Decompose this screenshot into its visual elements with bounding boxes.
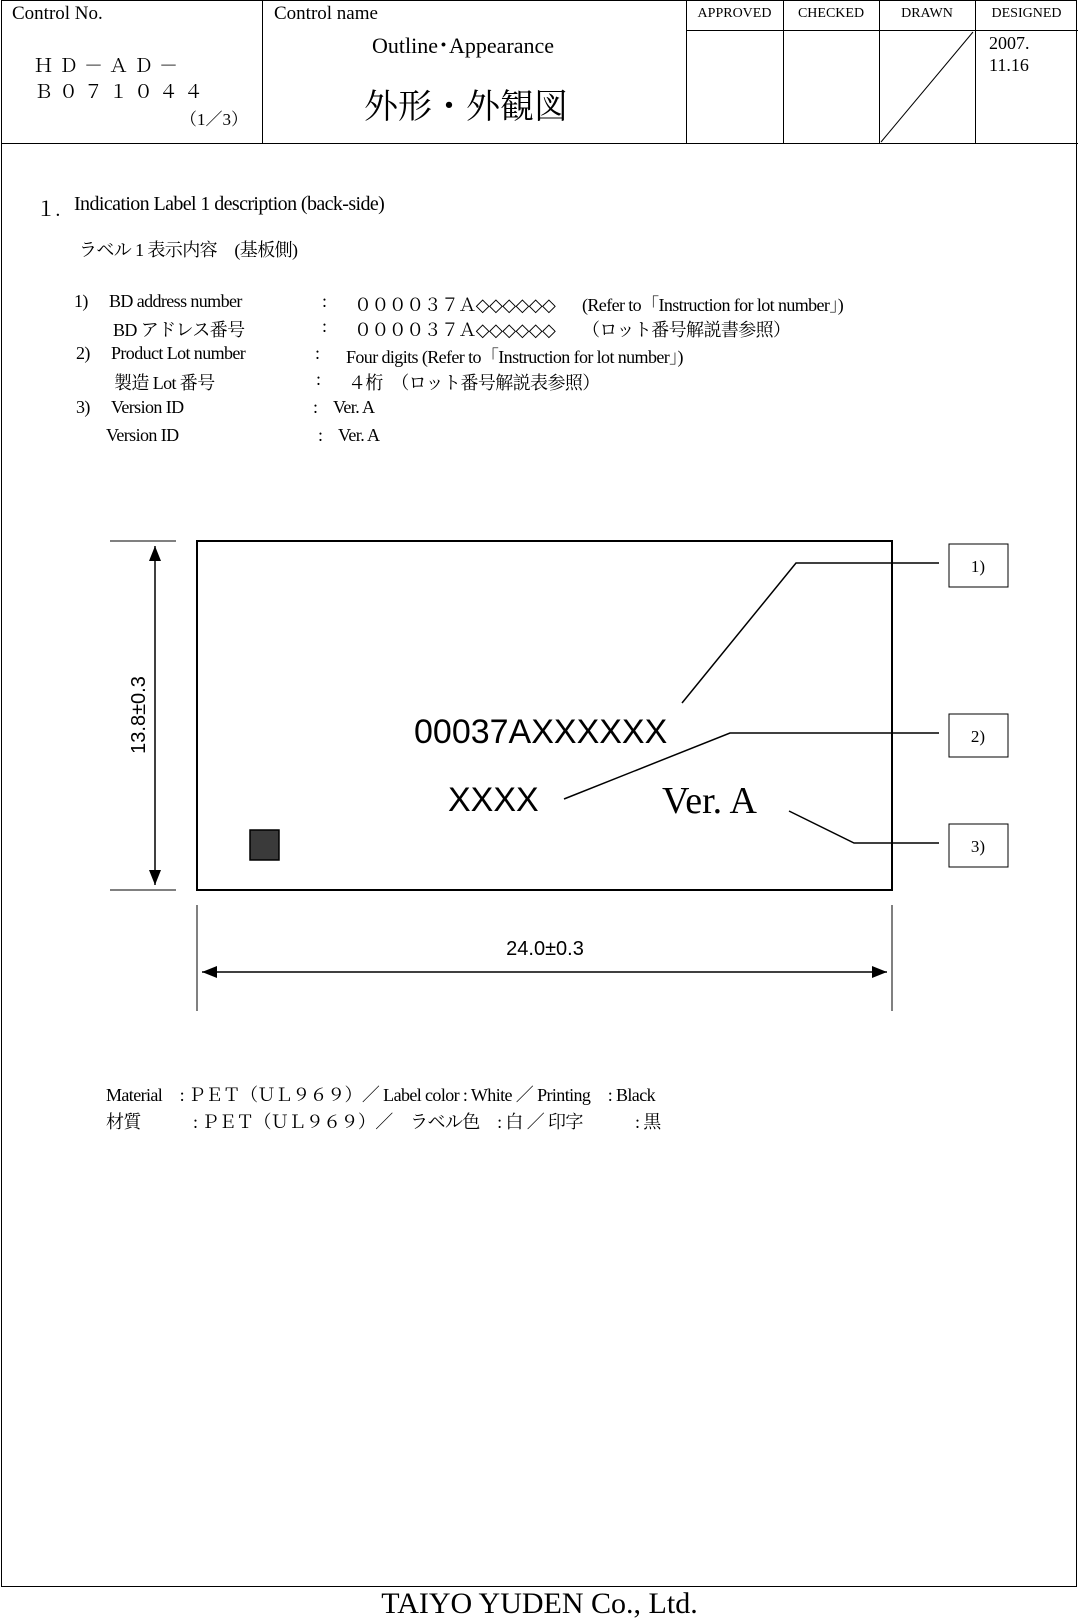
- callout-label-3: 3): [970, 837, 986, 856]
- item-label: BD アドレス番号: [113, 320, 245, 340]
- item-separator: :: [318, 425, 323, 445]
- callout-label-1: 1): [970, 557, 986, 576]
- item-note: （ロット番号解説書参照）: [582, 320, 791, 340]
- control-no-line2: Ｂ０７１０４４: [34, 82, 210, 103]
- designed-date-line2: 11.16: [989, 55, 1029, 75]
- control-no-line1: ＨＤ－ＡＤ－: [34, 56, 185, 77]
- callout-label-2: 2): [970, 727, 986, 746]
- company-name: TAIYO YUDEN Co., Ltd.: [381, 1587, 698, 1620]
- item-label: Product Lot number: [111, 343, 246, 363]
- item-label: 製造 Lot 番号: [114, 373, 215, 393]
- item-label: Version ID: [111, 397, 184, 417]
- label-drawing: [2, 501, 1078, 1021]
- item-label: Version ID: [106, 425, 179, 445]
- item-value: ４桁 （ロット番号解説表参照）: [348, 373, 600, 393]
- item-number: 1): [74, 291, 88, 311]
- item-separator: :: [322, 316, 327, 336]
- item-number: 2): [76, 343, 90, 363]
- section-heading-jp: ラベル 1 表示内容 (基板側): [79, 240, 298, 260]
- divider: [783, 1, 784, 144]
- item-note: (Refer to「Instruction for lot number」): [582, 295, 844, 315]
- drawn-slash: [879, 30, 975, 144]
- item-separator: :: [313, 397, 318, 417]
- material-jp: 材質 : ＰＥＴ（ＵＬ９６９）／ ラベル色 : 白 ／ 印字 : 黒: [106, 1112, 661, 1132]
- item-separator: :: [322, 291, 327, 311]
- title-en: Outline･Appearance: [372, 33, 555, 58]
- leader-line-3: [789, 811, 939, 843]
- material-en: Material : ＰＥＴ（ＵＬ９６９）／ Label color : White ／ Printing : Black: [106, 1085, 655, 1105]
- divider: [262, 1, 263, 144]
- item-value: ００００３７Ａ◇◇◇◇◇◇: [354, 295, 556, 315]
- height-dimension-text: 13.8±0.3: [128, 676, 150, 754]
- item-value: Ver. A: [333, 397, 375, 417]
- drawn-label: DRAWN: [901, 6, 953, 21]
- item-separator: :: [315, 343, 320, 363]
- control-no-label: Control No.: [12, 3, 103, 24]
- checked-label: CHECKED: [797, 6, 865, 21]
- section-number: １.: [36, 199, 60, 221]
- item-value: Ver. A: [338, 425, 380, 445]
- section-heading: Indication Label 1 description (back-side): [74, 193, 385, 215]
- approved-label: APPROVED: [697, 6, 772, 21]
- leader-line-1: [682, 563, 939, 703]
- mark-square: [250, 830, 279, 860]
- label-bd-address: 00037AXXXXXX: [414, 713, 668, 751]
- document-frame: [1, 0, 1077, 1587]
- item-value: ００００３７Ａ◇◇◇◇◇◇: [354, 320, 556, 340]
- title-jp: 外形・外観図: [364, 89, 568, 126]
- divider: [686, 1, 687, 144]
- width-dimension-text: 24.0±0.3: [506, 938, 584, 960]
- designed-date-line1: 2007.: [989, 33, 1030, 53]
- label-version: Ver. A: [662, 780, 757, 822]
- item-number: 3): [76, 397, 90, 417]
- item-value: Four digits (Refer to「Instruction for lot number」): [346, 347, 683, 367]
- item-label: BD address number: [109, 291, 242, 311]
- item-separator: :: [316, 369, 321, 389]
- divider: [975, 1, 976, 144]
- control-name-label: Control name: [274, 3, 378, 24]
- page-number: （1／3）: [180, 110, 248, 129]
- label-lot-number: XXXX: [448, 781, 539, 819]
- designed-label: DESIGNED: [991, 6, 1062, 21]
- title-block: [2, 1, 1078, 144]
